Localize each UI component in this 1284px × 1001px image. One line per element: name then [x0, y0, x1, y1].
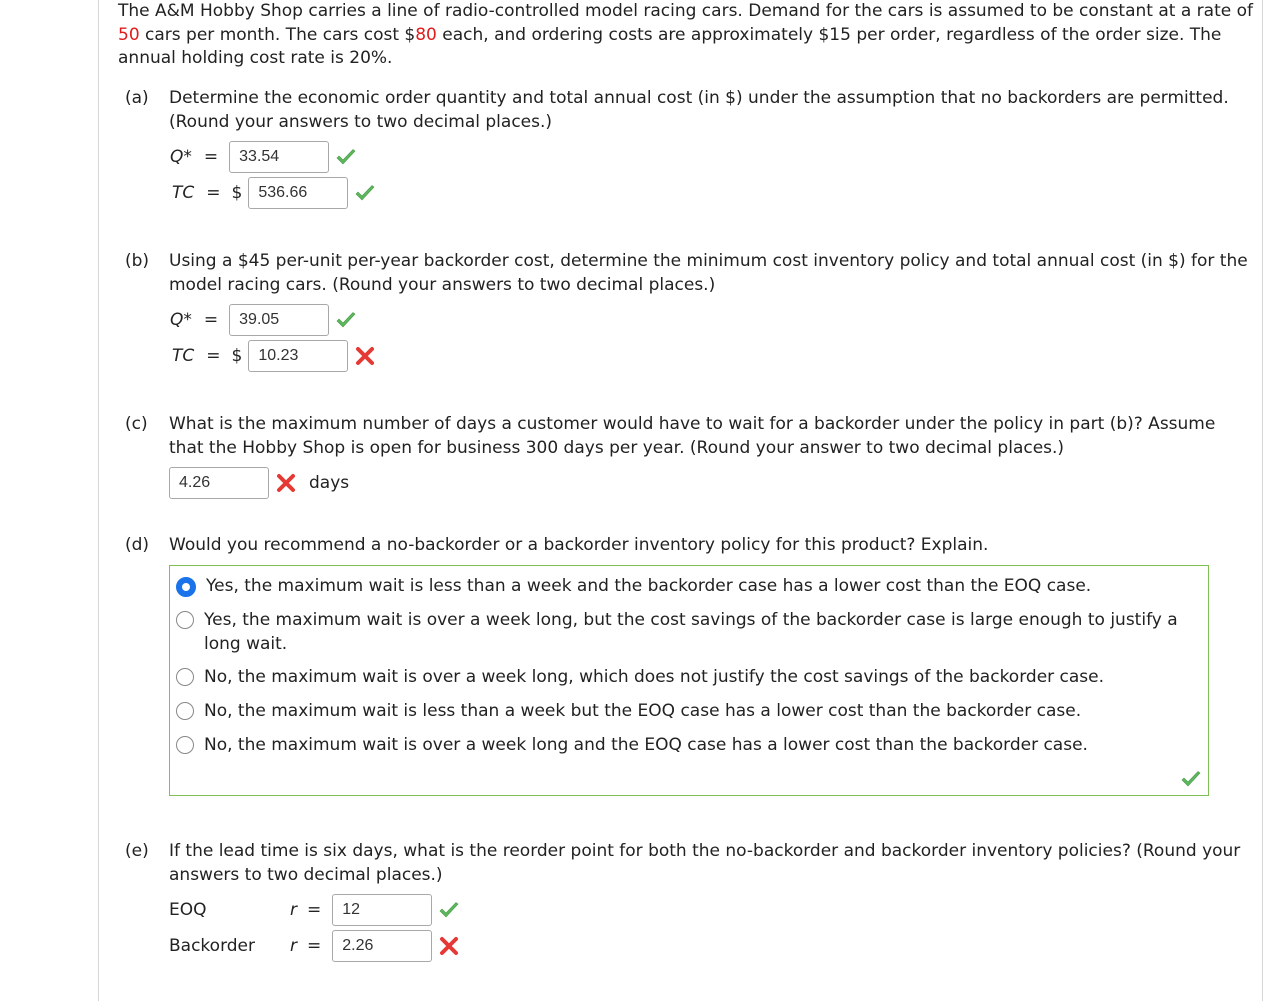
check-icon: [438, 899, 460, 921]
part-a-tc-input[interactable]: 536.66: [248, 177, 348, 209]
intro-text-2: cars per month. The cars cost $: [139, 24, 416, 45]
choice-label: Yes, the maximum wait is over a week long, but the cost savings of the backorder case is large enough to justify a long wait.: [204, 610, 1178, 654]
q-star-label: Q*: [170, 310, 192, 330]
part-c: [125, 413, 1250, 460]
choice-option[interactable]: [176, 666, 1194, 690]
check-icon: [1180, 768, 1202, 790]
equals-sign: =: [203, 147, 219, 167]
part-b-tc-row: [172, 340, 376, 372]
part-e-letter: (e): [125, 841, 149, 861]
intro-text-1: The A&M Hobby Shop carries a line of radio-controlled model racing cars. Demand for the cars is assumed to be constant at a rate of: [118, 1, 1253, 21]
dollar-sign: $: [231, 346, 243, 366]
part-b-tc-input[interactable]: 10.23: [248, 340, 348, 372]
content-left-border: [98, 0, 99, 1001]
check-icon: [335, 309, 357, 331]
part-b: [125, 250, 1250, 297]
r-label: r: [290, 900, 297, 920]
choice-option[interactable]: [176, 700, 1194, 724]
eoq-reorder-input[interactable]: 12: [332, 894, 432, 926]
equals-sign: =: [307, 900, 322, 920]
eoq-label: EOQ: [169, 900, 207, 920]
demand-value: 50: [118, 24, 140, 45]
r-label: r: [290, 936, 297, 956]
part-a-question: Determine the economic order quantity and total annual cost (in $) under the assumption that no backorders are permitted. (Round your answers to two decimal places.): [169, 88, 1229, 132]
equals-sign: =: [206, 183, 221, 203]
equals-sign: =: [206, 346, 221, 366]
equals-sign: =: [203, 310, 219, 330]
equals-sign: =: [307, 936, 322, 956]
part-a-q-input[interactable]: 33.54: [229, 141, 329, 173]
check-icon: [335, 146, 357, 168]
part-b-q-row: [170, 304, 357, 336]
radio-unselected[interactable]: [176, 611, 194, 629]
cross-icon: [275, 472, 297, 494]
days-unit-label: days: [309, 473, 350, 493]
choice-label: Yes, the maximum wait is less than a week and the backorder case has a lower cost than the EOQ case.: [206, 576, 1092, 596]
choice-label: No, the maximum wait is less than a week but the EOQ case has a lower cost than the backorder case.: [204, 701, 1082, 721]
radio-unselected[interactable]: [176, 736, 194, 754]
choice-option[interactable]: [176, 575, 1196, 599]
cross-icon: [438, 935, 460, 957]
choice-label: No, the maximum wait is over a week long, which does not justify the cost savings of the backorder case.: [204, 667, 1105, 687]
tc-label: TC: [172, 183, 195, 203]
q-star-label: Q*: [170, 147, 192, 167]
part-b-letter: (b): [125, 251, 150, 271]
part-c-row: [169, 467, 349, 499]
check-icon: [354, 182, 376, 204]
part-c-letter: (c): [125, 414, 148, 434]
choice-option[interactable]: [176, 609, 1194, 656]
cost-value: 80: [415, 24, 437, 45]
part-e-eoq-row: [169, 894, 460, 926]
part-a: [125, 87, 1250, 134]
part-e-question: If the lead time is six days, what is the reorder point for both the no-backorder and backorder inventory policies? (Round your answers to two decimal places.): [169, 841, 1241, 885]
choice-option[interactable]: [176, 734, 1194, 758]
cross-icon: [354, 345, 376, 367]
problem-statement: [118, 0, 1258, 71]
part-c-days-input[interactable]: 4.26: [169, 467, 269, 499]
part-e-backorder-row: [169, 930, 460, 962]
part-b-question: Using a $45 per-unit per-year backorder cost, determine the minimum cost inventory policy and total annual cost (in $) for the model racing cars. (Round your answers to two decimal places.): [169, 251, 1248, 295]
dollar-sign: $: [231, 183, 243, 203]
part-a-letter: (a): [125, 88, 149, 108]
backorder-reorder-input[interactable]: 2.26: [332, 930, 432, 962]
part-e: [125, 840, 1250, 887]
part-d-choices: [169, 565, 1209, 796]
part-d: [125, 534, 1250, 558]
part-c-question: What is the maximum number of days a customer would have to wait for a backorder under the policy in part (b)? Assume that the Hobby Shop is open for business 300 days per year. (Round your answer to two decimal places.): [169, 414, 1216, 458]
part-b-q-input[interactable]: 39.05: [229, 304, 329, 336]
choice-label: No, the maximum wait is over a week long and the EOQ case has a lower cost than the backorder case.: [204, 735, 1088, 755]
part-a-q-row: [170, 141, 357, 173]
backorder-label: Backorder: [169, 936, 255, 956]
part-d-question: Would you recommend a no-backorder or a backorder inventory policy for this product? Explain.: [169, 535, 989, 555]
intro-text-3: each, and ordering costs are approximately $15 per order, regardless of the order size. The annual holding cost rate is 20%.: [118, 24, 1222, 68]
radio-unselected[interactable]: [176, 668, 194, 686]
tc-label: TC: [172, 346, 195, 366]
radio-unselected[interactable]: [176, 702, 194, 720]
content-right-border: [1262, 0, 1263, 1001]
radio-selected[interactable]: [176, 577, 196, 597]
part-a-tc-row: [172, 177, 376, 209]
part-d-letter: (d): [125, 535, 150, 555]
